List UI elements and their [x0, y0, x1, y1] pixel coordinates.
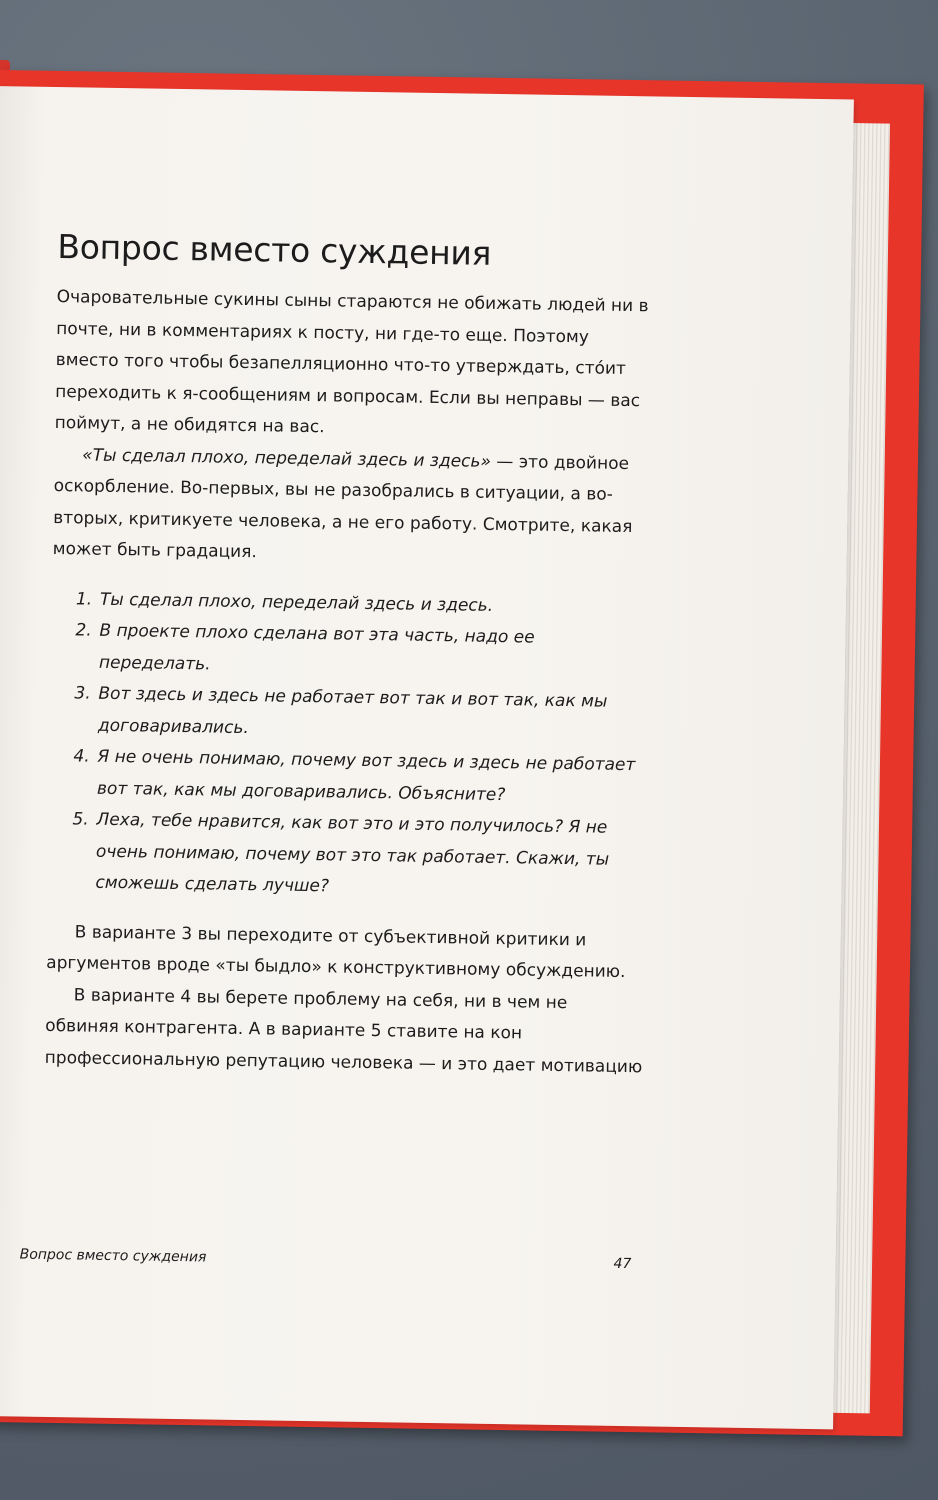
running-footer-title: Вопрос вместо суждения: [19, 1246, 207, 1266]
list-item-text: Ты сделал плохо, переделай здесь и здесь.: [99, 589, 494, 616]
book-page: [0, 86, 854, 1429]
page-content: [44, 227, 657, 1083]
quote-paragraph: [52, 439, 654, 574]
page-title: Вопрос вместо суждения: [57, 227, 492, 273]
list-item-number: 3.: [74, 683, 91, 704]
quote-rest: — это двойное оскорбление. Во-первых, вы не разобрались в ситуации, а во-вторых, критикуете человека, а не его работу. Смотрите, какая может быть градация.: [52, 451, 633, 563]
list-item: [74, 678, 651, 750]
list-item: [75, 615, 652, 687]
list-item-number: 4.: [73, 746, 90, 767]
list-item-number: 1.: [75, 588, 93, 610]
list-item-number: 5.: [72, 809, 89, 830]
list-item-text: В проекте плохо сделана вот эта часть, надо ее переделать.: [98, 620, 535, 674]
list-item-text: Я не очень понимаю, почему вот здесь и здесь не работает вот так, как мы договаривались. Объясните?: [96, 746, 636, 805]
quote-italic: «Ты сделал плохо, переделай здесь и здесь»: [82, 444, 492, 472]
gradation-list: [47, 583, 652, 907]
intro-paragraph: Очаровательные сукины сыны стараются не обижать людей ни в почте, ни в комментариях к посту, ни где-то еще. Поэтому вместо того чтобы безапелляционно что-то утверждать, стóит переходить к я-сообщениям и вопросам. Если вы неправы — вас поймут, а не обидятся на вас.: [54, 287, 649, 438]
page-number: 47: [613, 1255, 632, 1273]
list-item: [71, 804, 648, 908]
list-item-text: Леха, тебе нравится, как вот это и это получилось? Я не очень понимаю, почему вот это так работает. Скажи, ты сможешь сделать лучше?: [95, 809, 610, 897]
variant45-paragraph: В варианте 4 вы берете проблему на себя, ни в чем не обвиняя контрагента. А в варианте 5 ставите на кон профессиональную репутацию человека — и это дает мотивацию: [44, 984, 643, 1077]
variant3-paragraph: В варианте 3 вы переходите от субъективной критики и аргументов вроде «ты быдло» к конструктивному обсуждению.: [46, 921, 626, 983]
list-item-text: Вот здесь и здесь не работает вот так и вот так, как мы договаривались.: [97, 683, 608, 738]
list-item: [73, 741, 650, 813]
list-item-number: 2.: [75, 620, 92, 641]
